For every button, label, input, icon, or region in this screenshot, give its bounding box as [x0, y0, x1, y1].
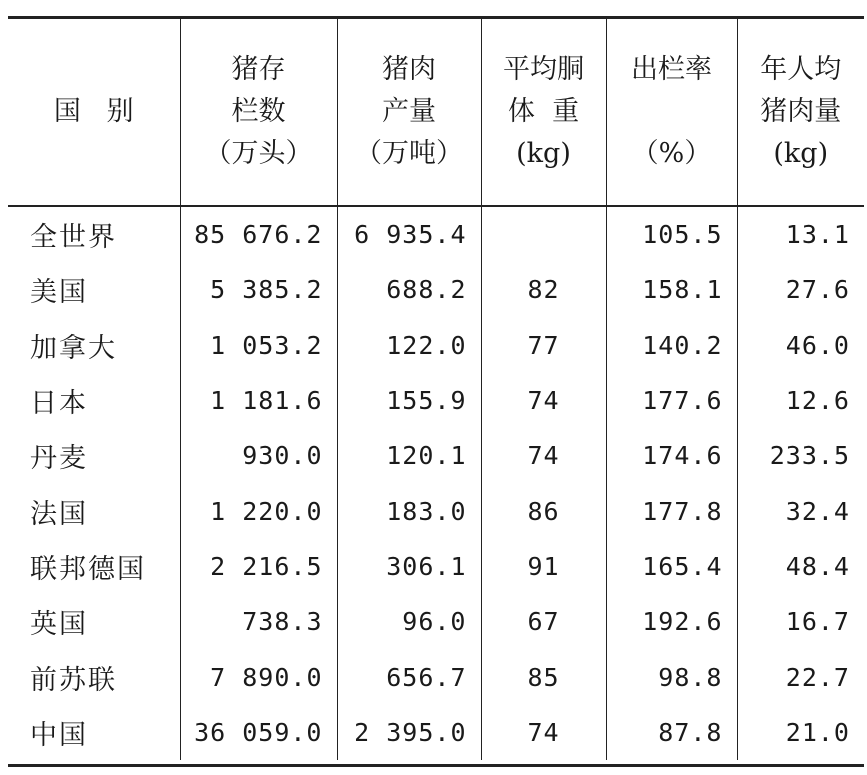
cell-pig-stock: 5 385.2 — [180, 262, 337, 317]
cell-slaughter-rate: 140.2 — [606, 318, 737, 373]
cell-pork-output: 183.0 — [337, 483, 481, 538]
header-carcass-weight: 平均胴 体 重 (kg) — [481, 19, 606, 206]
cell-pork-per-capita: 16.7 — [737, 594, 864, 649]
cell-country: 美国 — [30, 277, 88, 309]
cell-pork-per-capita: 46.0 — [737, 318, 864, 373]
table-bottom-rule — [8, 764, 864, 767]
table-row — [8, 206, 864, 262]
cell-carcass-weight: 67 — [481, 594, 606, 649]
cell-country: 法国 — [30, 498, 88, 530]
table-row — [8, 483, 864, 538]
cell-pork-output: 96.0 — [337, 594, 481, 649]
cell-pork-per-capita: 27.6 — [737, 262, 864, 317]
cell-slaughter-rate: 177.8 — [606, 483, 737, 538]
cell-country: 丹麦 — [30, 443, 88, 475]
table-row — [8, 373, 864, 428]
cell-carcass-weight — [481, 206, 606, 262]
cell-pork-per-capita: 21.0 — [737, 705, 864, 760]
cell-pig-stock: 85 676.2 — [180, 206, 337, 262]
header-row — [8, 19, 864, 206]
header-slaughter-rate: 出栏率 （%） — [606, 19, 737, 206]
cell-carcass-weight: 91 — [481, 539, 606, 594]
cell-pig-stock: 1 220.0 — [180, 483, 337, 538]
cell-pork-output: 6 935.4 — [337, 206, 481, 262]
header-country: 国 别 — [8, 19, 180, 206]
cell-country: 英国 — [30, 609, 88, 641]
cell-pig-stock: 36 059.0 — [180, 705, 337, 760]
cell-carcass-weight: 85 — [481, 649, 606, 704]
cell-carcass-weight: 77 — [481, 318, 606, 373]
cell-pork-output: 155.9 — [337, 373, 481, 428]
cell-carcass-weight: 86 — [481, 483, 606, 538]
cell-country: 中国 — [30, 719, 88, 751]
cell-pork-per-capita: 48.4 — [737, 539, 864, 594]
cell-slaughter-rate: 177.6 — [606, 373, 737, 428]
cell-pork-per-capita: 22.7 — [737, 649, 864, 704]
cell-pork-output: 122.0 — [337, 318, 481, 373]
cell-pig-stock: 930.0 — [180, 428, 337, 483]
cell-pig-stock: 1 053.2 — [180, 318, 337, 373]
cell-slaughter-rate: 98.8 — [606, 649, 737, 704]
table-row — [8, 318, 864, 373]
cell-carcass-weight: 74 — [481, 705, 606, 760]
cell-pork-output: 688.2 — [337, 262, 481, 317]
table-row — [8, 428, 864, 483]
cell-country: 联邦德国 — [30, 553, 146, 585]
cell-country: 前苏联 — [30, 664, 117, 696]
table-row — [8, 594, 864, 649]
table-row — [8, 649, 864, 704]
cell-country: 加拿大 — [30, 332, 117, 364]
cell-pig-stock: 2 216.5 — [180, 539, 337, 594]
cell-slaughter-rate: 105.5 — [606, 206, 737, 262]
cell-pork-output: 2 395.0 — [337, 705, 481, 760]
cell-slaughter-rate: 87.8 — [606, 705, 737, 760]
pig-production-table — [8, 19, 864, 760]
cell-slaughter-rate: 158.1 — [606, 262, 737, 317]
cell-slaughter-rate: 192.6 — [606, 594, 737, 649]
table-row — [8, 262, 864, 317]
cell-pork-output: 120.1 — [337, 428, 481, 483]
cell-pork-per-capita: 32.4 — [737, 483, 864, 538]
cell-pig-stock: 7 890.0 — [180, 649, 337, 704]
cell-country: 全世界 — [30, 222, 117, 254]
header-pig-stock: 猪存 栏数 （万头） — [180, 19, 337, 206]
cell-country: 日本 — [30, 388, 88, 420]
cell-pig-stock: 738.3 — [180, 594, 337, 649]
header-pork-output: 猪肉 产量 （万吨） — [337, 19, 481, 206]
cell-pork-per-capita: 12.6 — [737, 373, 864, 428]
table-row — [8, 539, 864, 594]
cell-pork-output: 306.1 — [337, 539, 481, 594]
cell-carcass-weight: 74 — [481, 373, 606, 428]
cell-pig-stock: 1 181.6 — [180, 373, 337, 428]
header-pork-per-capita: 年人均 猪肉量 (kg) — [737, 19, 864, 206]
cell-pork-output: 656.7 — [337, 649, 481, 704]
cell-carcass-weight: 82 — [481, 262, 606, 317]
cell-pork-per-capita: 13.1 — [737, 206, 864, 262]
cell-slaughter-rate: 174.6 — [606, 428, 737, 483]
cell-pork-per-capita: 233.5 — [737, 428, 864, 483]
table-body — [8, 206, 864, 760]
table-row — [8, 705, 864, 760]
cell-slaughter-rate: 165.4 — [606, 539, 737, 594]
cell-carcass-weight: 74 — [481, 428, 606, 483]
